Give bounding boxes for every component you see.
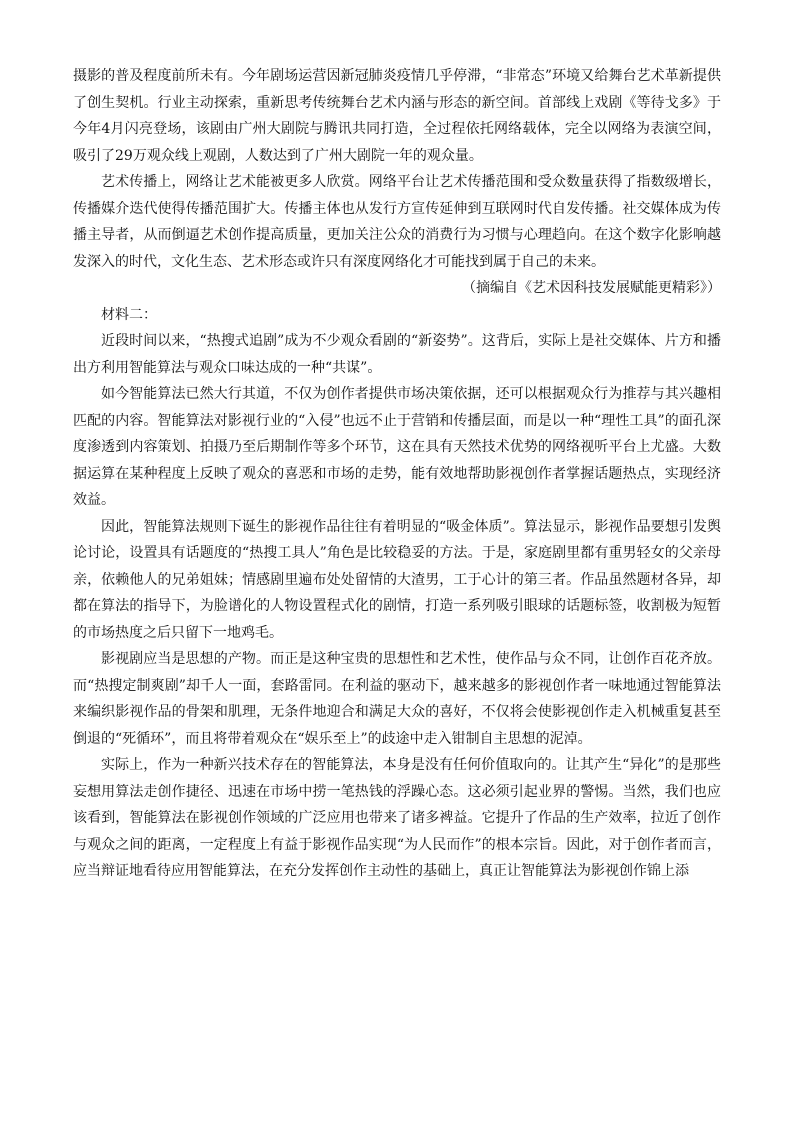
paragraph: 艺术传播上，网络让艺术能被更多人欣赏。网络平台让艺术传播范围和受众数量获得了指数级增长，传播媒介迭代使得传播范围扩大。传播主体也从发行方宣传延伸到互联网时代自发传播。社交媒体成为传播主导者，从而倒逼艺术创作提高质量，更加关注公众的消费行为习惯与心理趋向。在这个数字化影响越发深入的时代，文化生态、艺术形态或许只有深度网络化才可能找到属于自己的未来。 — [73, 174, 721, 270]
paragraph: 如今智能算法已然大行其道，不仅为创作者提供市场决策依据，还可以根据观众行为推荐与其兴趣相匹配的内容。智能算法对影视行业的“入侵”也远不止于营销和传播层面，而是以一种“理性工具”的面孔深度渗透到内容策划、拍摄乃至后期制作等多个环节，这在具有天然技术优势的网络视听平台上尤盛。大数据运算在某种程度上反映了观众的喜恶和市场的走势，能有效地帮助影视创作者掌握话题热点，实现经济效益。 — [73, 386, 721, 508]
paragraph: 实际上，作为一种新兴技术存在的智能算法，本身是没有任何价值取向的。让其产生“异化”的是那些妄想用算法走创作捷径、迅速在市场中捞一笔热钱的浮躁心态。这必须引起业界的警惕。当然，我们也应该看到，智能算法在影视创作领域的广泛应用也带来了诸多裨益。它提升了作品的生产效率，拉近了创作与观众之间的距离，一定程度上有益于影视作品实现“为人民而作”的根本宗旨。因此，对于创作者而言，应当辩证地看待应用智能算法，在充分发挥创作主动性的基础上，真正让智能算法为影视创作锦上添 — [73, 757, 721, 879]
paragraph-continued: 摄影的普及程度前所未有。今年剧场运营因新冠肺炎疫情几乎停滞，“非常态”环境又给舞台艺术革新提供了创生契机。行业主动探索，重新思考传统舞台艺术内涵与形态的新空间。首部线上戏剧《等待戈多》于今年4月闪亮登场，该剧由广州大剧院与腾讯共同打造，全过程依托网络载体，完全以网络为表演空间，吸引了29万观众线上观剧，人数达到了广州大剧院一年的观众量。 — [73, 68, 721, 164]
document-page — [73, 63, 721, 885]
material-heading: 材料二： — [101, 306, 157, 323]
paragraph: 影视剧应当是思想的产物。而正是这种宝贵的思想性和艺术性，使作品与众不同，让创作百花齐放。而“热搜定制爽剧”却千人一面，套路雷同。在利益的驱动下，越来越多的影视创作者一味地通过智能算法来编织影视作品的骨架和肌理，无条件地迎合和满足大众的喜好，不仅将会使影视创作走入机械重复甚至倒退的“死循环”，而且将带着观众在“娱乐至上”的歧途中走入钳制自主思想的泥淖。 — [73, 651, 721, 747]
source-citation: （摘编自《艺术因科技发展赋能更精彩》） — [462, 280, 721, 296]
paragraph: 近段时间以来，“热搜式追剧”成为不少观众看剧的“新姿势”。这背后，实际上是社交媒体、片方和播出方利用智能算法与观众口味达成的一种“共谋”。 — [73, 333, 721, 376]
paragraph: 因此，智能算法规则下诞生的影视作品往往有着明显的“吸金体质”。算法显示，影视作品要想引发舆论讨论，设置具有话题度的“热搜工具人”角色是比较稳妥的方法。于是，家庭剧里都有重男轻女的父亲母亲，依赖他人的兄弟姐妹；情感剧里遍布处处留情的大渣男，工于心计的第三者。作品虽然题材各异，却都在算法的指导下，为脸谱化的人物设置程式化的剧情，打造一系列吸引眼球的话题标签，收割极为短暂的市场热度之后只留下一地鸡毛。 — [73, 518, 721, 641]
